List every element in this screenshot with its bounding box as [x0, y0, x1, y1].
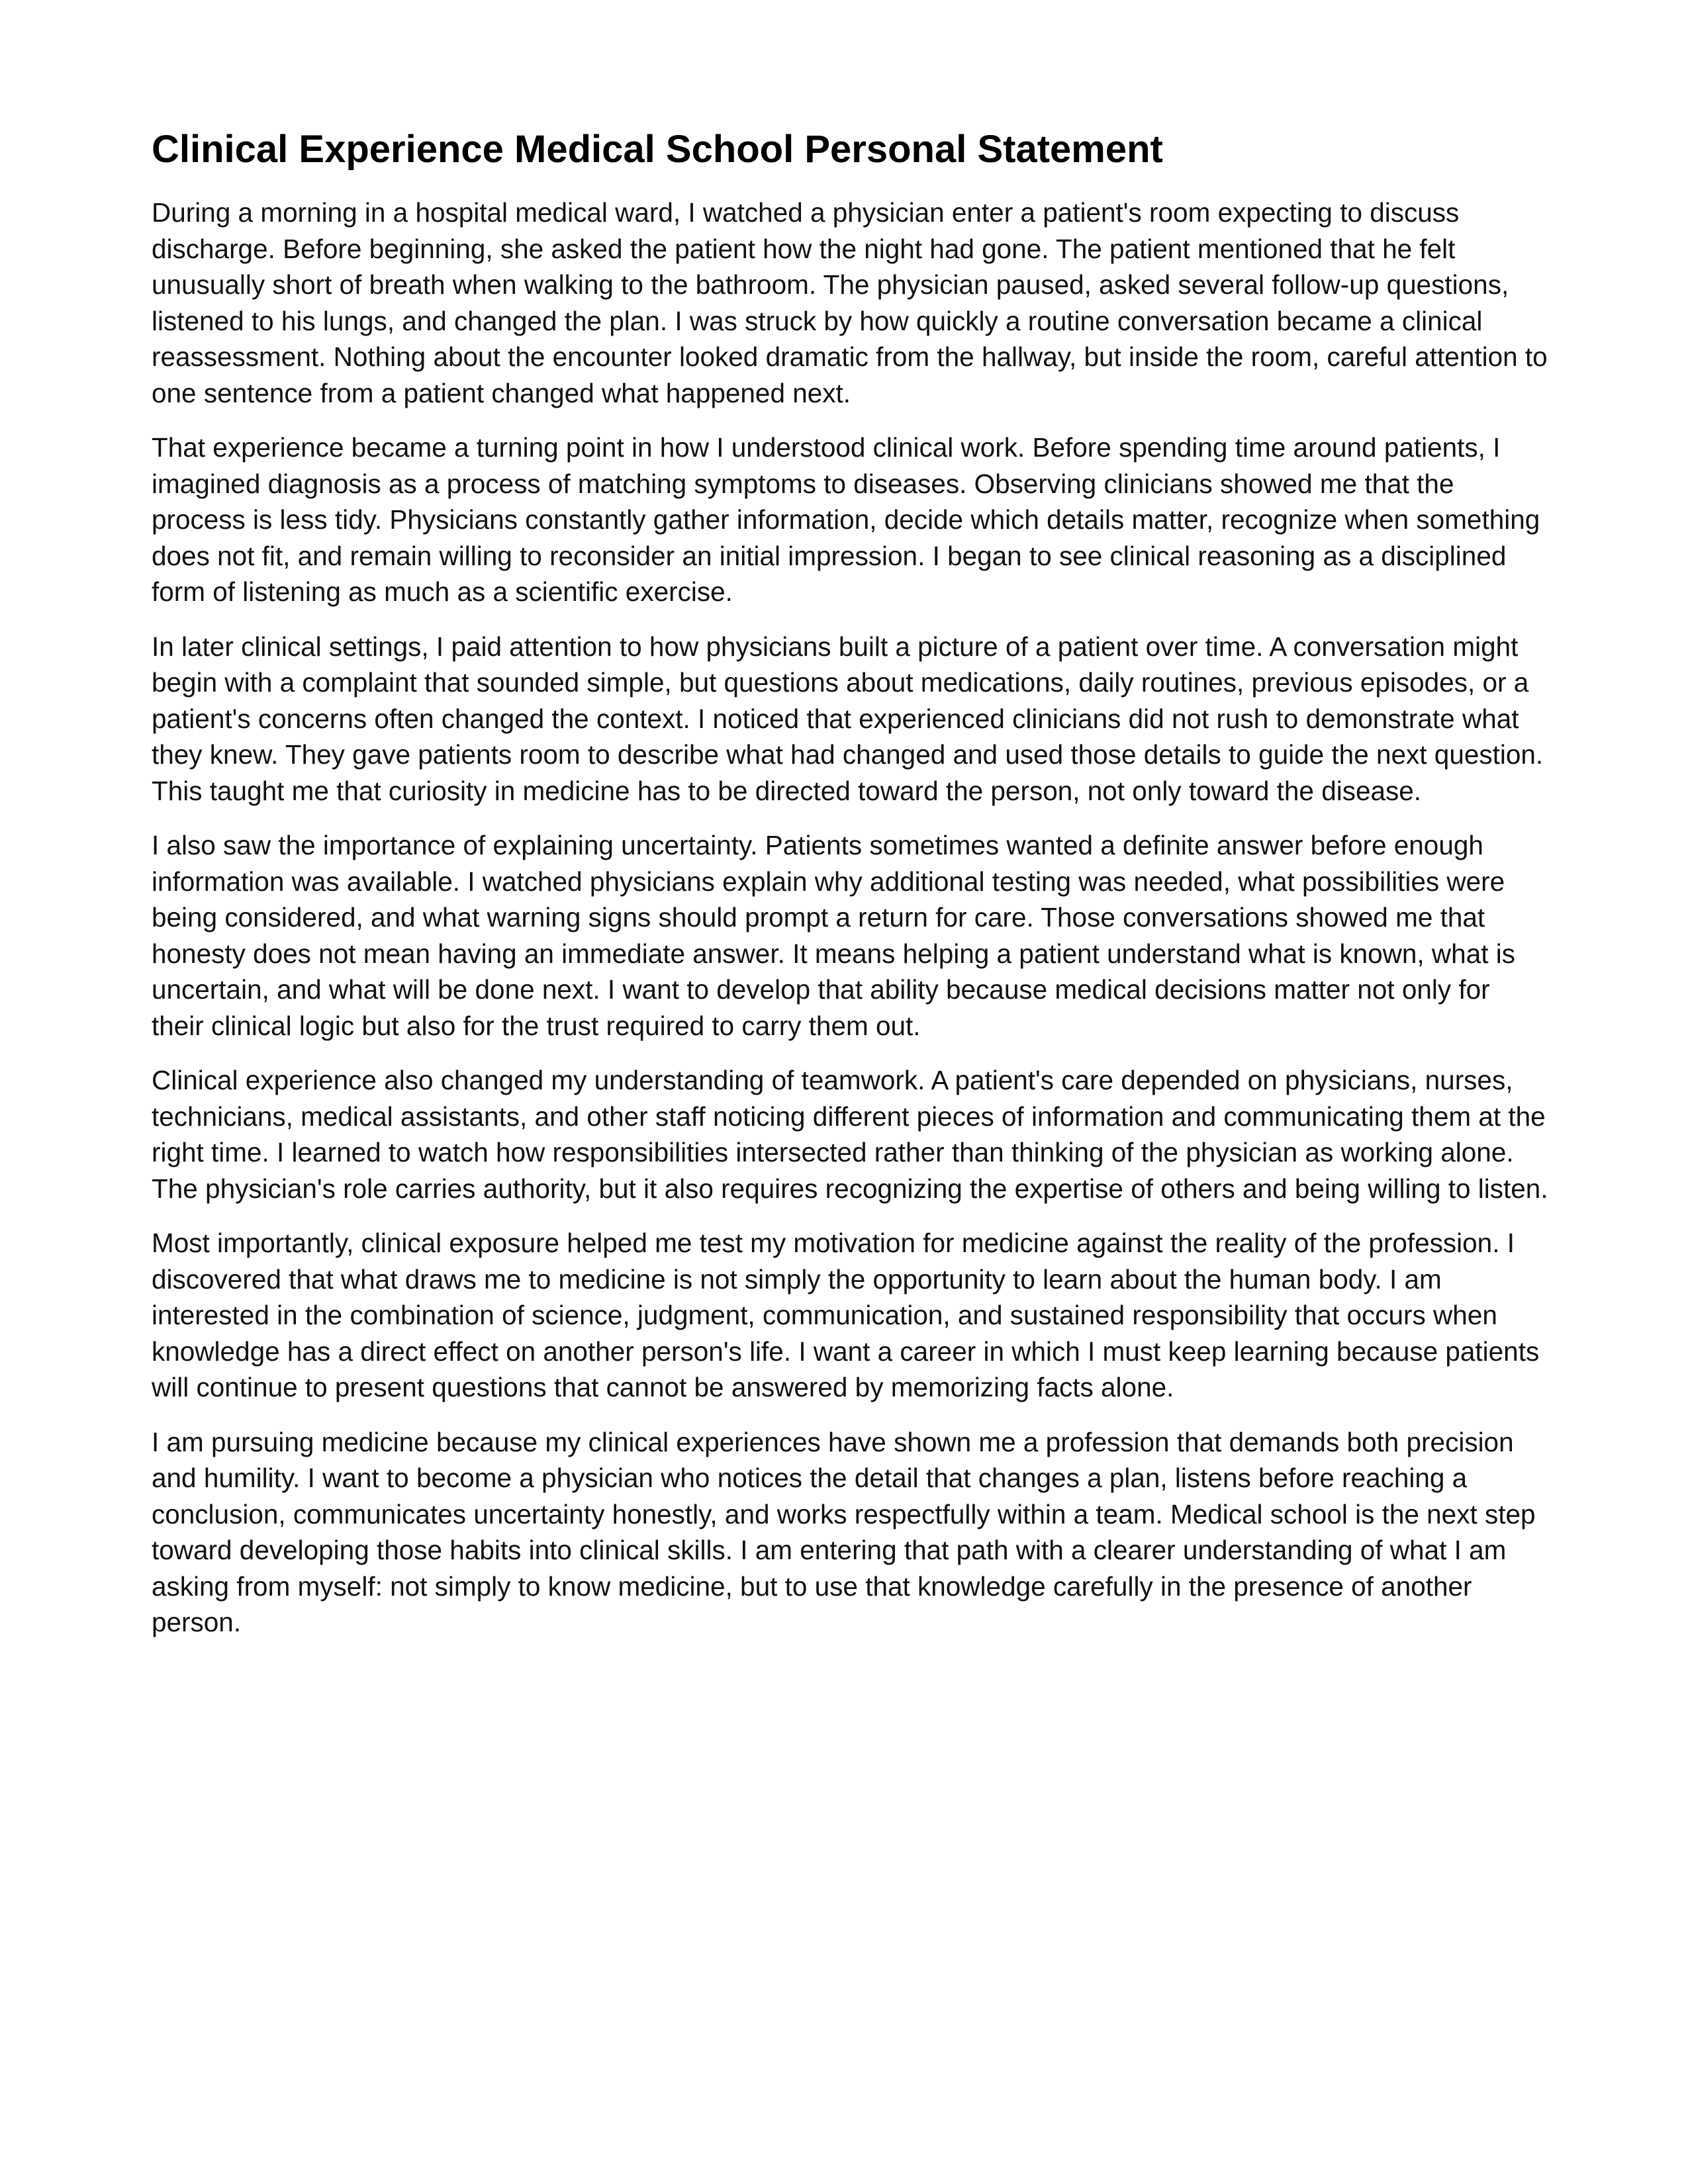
document-title: Clinical Experience Medical School Personal Statement — [152, 128, 1163, 171]
paragraph-5: Clinical experience also changed my understanding of teamwork. A patient's care depended on physicians, nurses, technicians, medical assistants, and other staff noticing different pieces of information and communicating them at the right time. I learned to watch how responsibilities intersected rather than thinking of the physician as working alone. The physician's role carries authority, but it also requires recognizing the expertise of others and being willing to listen. — [152, 1065, 1548, 1204]
paragraph-3: In later clinical settings, I paid attention to how physicians built a picture of a patient over time. A conversation might begin with a complaint that sounded simple, but questions about medications, daily routines, previous episodes, or a patient's concerns often changed the context. I noticed that experienced clinicians did not rush to demonstrate what they knew. They gave patients room to describe what had changed and used those details to guide the next question. This taught me that curiosity in medicine has to be directed toward the person, not only toward the disease. — [152, 631, 1544, 806]
paragraph-1: During a morning in a hospital medical ward, I watched a physician enter a patient's room expecting to discuss discharge. Before beginning, she asked the patient how the night had gone. The patient mentioned that he felt unusually short of breath when walking to the bathroom. The physician paused, asked several follow-up questions, listened to his lungs, and changed the plan. I was struck by how quickly a routine conversation became a clinical reassessment. Nothing about the encounter looked dramatic from the hallway, but inside the room, careful attention to one sentence from a patient changed what happened next. — [152, 197, 1548, 408]
document-page — [152, 126, 1548, 1659]
paragraph-4: I also saw the importance of explaining uncertainty. Patients sometimes wanted a definite answer before enough information was available. I watched physicians explain why additional testing was needed, what possibilities were being considered, and what warning signs should prompt a return for care. Those conversations showed me that honesty does not mean having an immediate answer. It means helping a patient understand what is known, what is uncertain, and what will be done next. I want to develop that ability because medical decisions matter not only for their clinical logic but also for the trust required to carry them out. — [152, 830, 1515, 1041]
paragraph-6: Most importantly, clinical exposure helped me test my motivation for medicine against the reality of the profession. I discovered that what draws me to medicine is not simply the opportunity to learn about the human body. I am interested in the combination of science, judgment, communication, and sustained responsibility that occurs when knowledge has a direct effect on another person's life. I want a career in which I must keep learning because patients will continue to present questions that cannot be answered by memorizing facts alone. — [152, 1228, 1540, 1402]
paragraph-2: That experience became a turning point in how I understood clinical work. Before spending time around patients, I imagined diagnosis as a process of matching symptoms to diseases. Observing clinicians showed me that the process is less tidy. Physicians constantly gather information, decide which details matter, recognize when something does not fit, and remain willing to reconsider an initial impression. I began to see clinical reasoning as a disciplined form of listening as much as a scientific exercise. — [152, 432, 1540, 607]
paragraph-7: I am pursuing medicine because my clinical experiences have shown me a profession that demands both precision and humility. I want to become a physician who notices the detail that changes a plan, listens before reaching a conclusion, communicates uncertainty honestly, and works respectfully within a team. Medical school is the next step toward developing those habits into clinical skills. I am entering that path with a clearer understanding of what I am asking from myself: not simply to know medicine, but to use that knowledge carefully in the presence of another person. — [152, 1426, 1536, 1637]
